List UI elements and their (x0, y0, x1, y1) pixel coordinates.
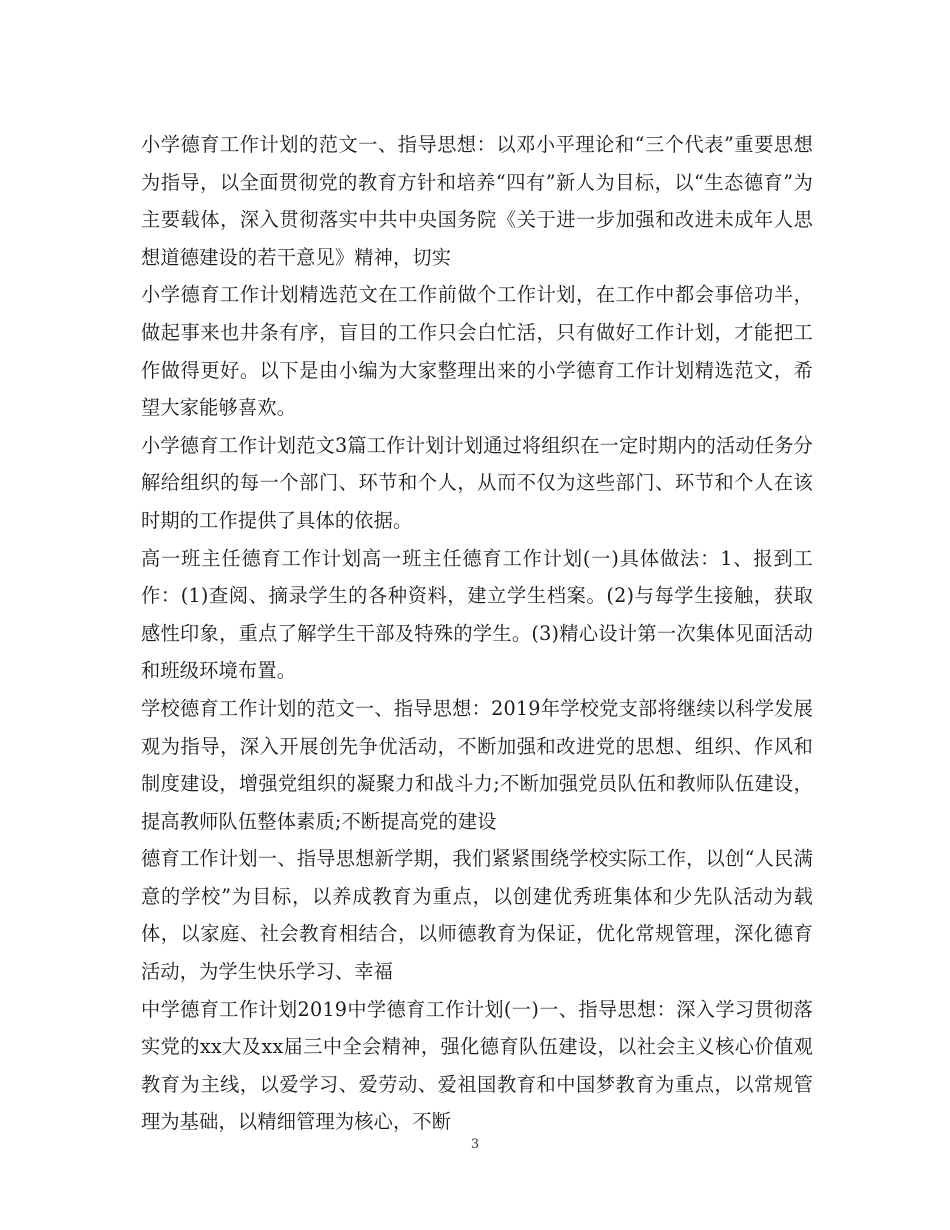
paragraph-5: 学校德育工作计划的范文一、指导思想：2019年学校党支部将继续以科学发展观为指导，深入开展创先争优活动，不断加强和改进党的思想、组织、作风和制度建设，增强党组织的凝聚力和战斗力;不断加强党员队伍和教师队伍建设，提高教师队伍整体素质;不断提高党的建设 (141, 696, 813, 833)
paragraph-3: 小学德育工作计划范文3篇工作计划计划通过将组织在一定时期内的活动任务分解给组织的每一个部门、环节和个人，从而不仅为这些部门、环节和个人在该时期的工作提供了具体的依据。 (141, 433, 813, 532)
page-number: 3 (470, 1137, 480, 1152)
paragraph-4: 高一班主任德育工作计划高一班主任德育工作计划(一)具体做法：1、报到工作：(1)查阅、摘录学生的各种资料，建立学生档案。(2)与每学生接触，获取感性印象，重点了解学生干部及特殊的学生。(3)精心设计第一次集体见面活动和班级环境布置。 (141, 546, 813, 683)
paragraph-6: 德育工作计划一、指导思想新学期，我们紧紧围绕学校实际工作，以创“人民满意的学校”为目标，以养成教育为重点，以创建优秀班集体和少先队活动为载体，以家庭、社会教育相结合，以师德教育为保证，优化常规管理，深化德育活动，为学生快乐学习、幸福 (141, 847, 813, 984)
paragraph-2: 小学德育工作计划精选范文在工作前做个工作计划，在工作中都会事倍功半，做起事来也井条有序，盲目的工作只会白忙活，只有做好工作计划，才能把工作做得更好。以下是由小编为大家整理出来的小学德育工作计划精选范文，希望大家能够喜欢。 (141, 283, 813, 420)
paragraph-1: 小学德育工作计划的范文一、指导思想：以邓小平理论和“三个代表”重要思想为指导，以全面贯彻党的教育方针和培养“四有”新人为目标，以“生态德育”为主要载体，深入贯彻落实中共中央国务院《关于进一步加强和改进未成年人思想道德建设的若干意见》精神，切实 (141, 133, 813, 269)
document-body (141, 126, 813, 1141)
paragraph-7: 中学德育工作计划2019中学德育工作计划(一)一、指导思想：深入学习贯彻落实党的xx大及xx届三中全会精神，强化德育队伍建设，以社会主义核心价值观教育为主线，以爱学习、爱劳动、爱祖国教育和中国梦教育为重点，以常规管理为基础，以精细管理为核心，不断 (141, 997, 813, 1134)
